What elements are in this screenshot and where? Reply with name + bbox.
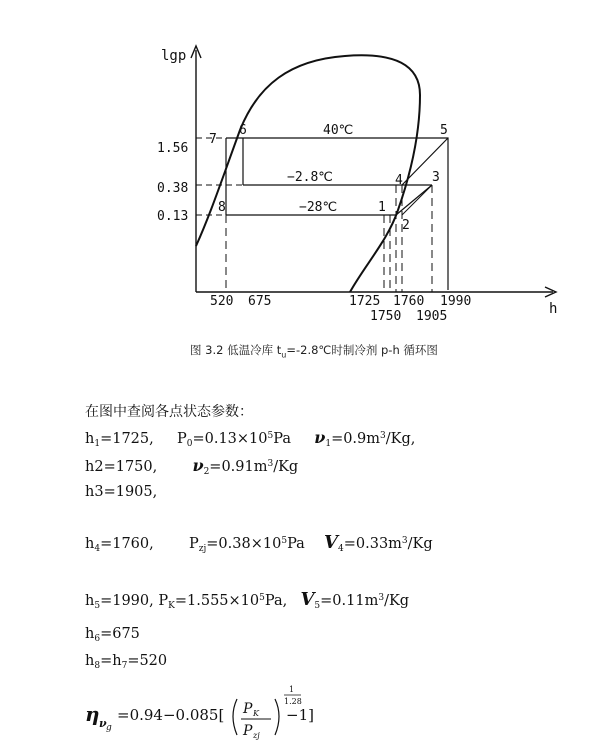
point-label: 3	[432, 170, 440, 185]
point-label: 8	[218, 200, 226, 215]
params-line-2	[85, 456, 298, 477]
eta-subscript: ν	[99, 717, 107, 730]
numerator-subscript: K	[253, 709, 259, 718]
p-h-cycle-diagram	[0, 0, 593, 335]
v-subscript: 5	[314, 601, 321, 611]
y-axis-label: lgp	[161, 48, 187, 64]
compression-4-5	[402, 138, 448, 185]
nu-exponent: 3	[380, 431, 386, 441]
nu-subscript: 1	[325, 439, 332, 449]
enthalpy-tick-label: 1905	[416, 309, 448, 324]
p-exponent: 5	[281, 536, 288, 546]
h-symbol: h	[85, 536, 95, 552]
v-symbol: V	[300, 589, 315, 610]
v-value: =0.33m	[343, 536, 402, 552]
section-heading: 在图中查阅各点状态参数：	[85, 404, 253, 420]
enthalpy-tick-label: 1750	[370, 309, 402, 324]
efficiency-formula	[85, 683, 505, 740]
formula-rhs-start: =0.94−0.085[	[117, 706, 225, 724]
right-paren	[275, 699, 279, 735]
caption-text-end: =-2.8℃时制冷剂 p-h 循环图	[286, 343, 438, 357]
h-symbol: h	[85, 653, 95, 669]
left-paren	[233, 699, 237, 735]
h-equals: =h	[100, 653, 122, 669]
h-subscript: 8	[94, 661, 101, 671]
p-value: =0.38×10	[206, 536, 282, 552]
h-symbol: h	[85, 626, 95, 642]
pressure-tick-label: 1.56	[157, 141, 189, 156]
point-label: 7	[209, 132, 217, 147]
pressure-tick-label: 0.38	[157, 181, 189, 196]
nu-symbol: ν	[314, 428, 326, 447]
v-value: =0.11m	[320, 593, 379, 609]
p-value: =1.555×10	[174, 593, 260, 609]
params-line-7	[85, 653, 167, 671]
point-label: 1	[378, 200, 386, 215]
v-unit: /Kg	[384, 593, 410, 609]
h-value: =520	[127, 653, 168, 669]
nu-value: =0.91m	[209, 459, 268, 475]
enthalpy-tick-label: 1990	[440, 294, 472, 309]
fraction-numerator: P	[243, 701, 253, 717]
temperature-label: −2.8℃	[287, 170, 333, 185]
h-subscript: 1	[94, 439, 101, 449]
temperature-label: 40℃	[323, 123, 354, 138]
h-symbol: h	[85, 593, 95, 609]
h-subscript-2: 7	[121, 661, 128, 671]
nu-subscript: 2	[203, 467, 210, 477]
h-value: h3=1905,	[85, 484, 158, 500]
pressure-tick-label: 0.13	[157, 209, 189, 224]
nu-unit: /Kg,	[385, 431, 416, 447]
p-exponent: 5	[259, 593, 265, 603]
p-unit: Pa,	[264, 593, 288, 609]
v-exponent: 3	[378, 593, 385, 603]
p-symbol: P	[158, 593, 169, 609]
eta-subscript-2: g	[106, 723, 112, 733]
p-subscript: 0	[186, 439, 193, 449]
exponent-denominator: 1.28	[284, 697, 302, 706]
nu-value: =0.9m	[331, 431, 381, 447]
enthalpy-tick-label: 520	[210, 294, 234, 309]
h-value: h2=1750,	[85, 459, 158, 475]
point-label: 6	[239, 123, 247, 138]
eta-symbol: η	[85, 702, 100, 726]
nu-symbol: ν	[192, 456, 204, 475]
p-subscript: K	[168, 601, 175, 611]
h-value: =1760,	[100, 536, 154, 552]
nu-exponent: 3	[267, 459, 274, 469]
x-axis-label: h	[549, 301, 558, 317]
params-line-4	[85, 532, 433, 554]
h-subscript: 6	[94, 634, 101, 644]
v-symbol: V	[324, 532, 338, 553]
p-exponent: 5	[267, 431, 274, 441]
v-unit: /Kg	[407, 536, 433, 552]
exponent-numerator: 1	[289, 685, 295, 694]
p-symbol: P	[188, 536, 199, 552]
h-value: =1725,	[100, 431, 154, 447]
enthalpy-tick-label: 1760	[393, 294, 425, 309]
caption-subscript: u	[281, 350, 287, 360]
denominator-subscript: zj	[253, 731, 260, 740]
p-symbol: P	[176, 431, 187, 447]
params-line-3	[85, 484, 157, 500]
temperature-label: −28℃	[299, 200, 338, 215]
h-subscript: 4	[94, 544, 101, 554]
p-unit: Pa	[287, 536, 305, 552]
v-exponent: 3	[401, 536, 408, 546]
fraction-denominator: P	[243, 723, 253, 739]
nu-unit: /Kg	[273, 459, 299, 475]
enthalpy-tick-label: 675	[248, 294, 272, 309]
caption-text: 图 3.2 低温冷库 t	[190, 343, 282, 357]
figure-caption	[190, 342, 520, 359]
h-value: =1990,	[100, 593, 154, 609]
point-label: 5	[440, 123, 448, 138]
formula-svg	[85, 683, 505, 740]
h-value: =675	[100, 626, 140, 642]
params-line-5	[85, 589, 409, 611]
formula-rhs-end: −1]	[286, 706, 314, 724]
params-line-1	[85, 428, 415, 449]
params-line-6	[85, 626, 140, 644]
v-subscript: 4	[338, 544, 344, 554]
p-value: =0.13×10	[192, 431, 268, 447]
p-unit: Pa	[273, 431, 291, 447]
enthalpy-tick-label: 1725	[349, 294, 381, 309]
point-label: 4	[395, 173, 403, 188]
h-symbol: h	[85, 431, 95, 447]
mixing-line-2	[402, 185, 432, 215]
h-subscript: 5	[94, 601, 101, 611]
p-subscript: zj	[198, 544, 207, 554]
point-label: 2	[402, 218, 410, 233]
